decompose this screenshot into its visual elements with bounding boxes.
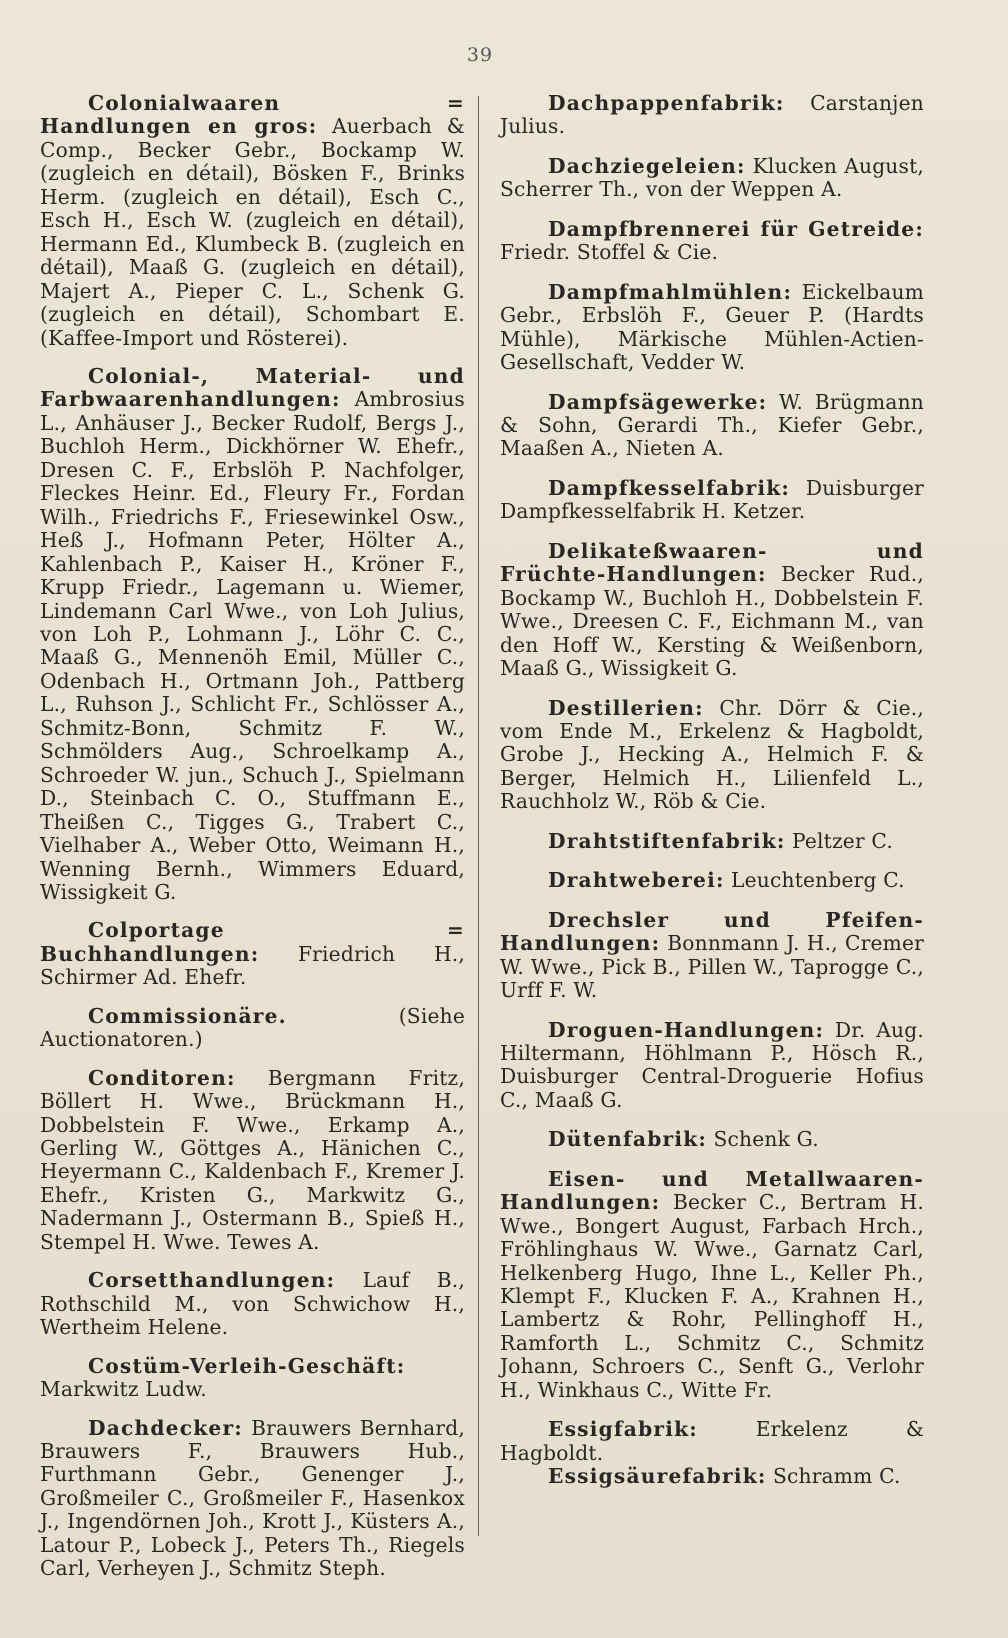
entry-heading: Dampfmahlmühlen: bbox=[548, 279, 793, 304]
entry-text: Bergmann Fritz, Böllert H. Wwe., Brückmann H., Dobbelstein F. Wwe., Erkamp A., Gerling W., Göttges A., Hänichen C., Heyermann C., Kaldenbach F., Kremer J. Ehefr., Kristen G., Markwitz G., Nadermann J., Ostermann B., Spieß H., Stempel H. Wwe. Tewes A. bbox=[40, 1065, 465, 1254]
directory-entry bbox=[40, 92, 465, 350]
directory-entry bbox=[500, 1418, 924, 1465]
column-divider bbox=[478, 96, 479, 1536]
entry-heading: Drahtweberei: bbox=[548, 868, 725, 893]
entry-text: Friedrich H., Schirmer Ad. Ehefr. bbox=[40, 941, 465, 990]
entry-heading: Eisen- und Metallwaaren-Handlungen: bbox=[500, 1166, 924, 1215]
directory-entry bbox=[40, 1417, 465, 1581]
entry-heading: Essigsäurefabrik: bbox=[548, 1464, 767, 1489]
entry-text: Klucken August, Scherrer Th., von der Weppen A. bbox=[500, 153, 925, 202]
directory-entry bbox=[40, 365, 465, 904]
entry-heading: Dachpappenfabrik: bbox=[548, 91, 785, 115]
directory-entry bbox=[500, 477, 924, 524]
directory-entry bbox=[40, 1355, 465, 1402]
entry-text: Becker C., Bertram H. Wwe., Bongert August, Farbach Hrch., Fröhlinghaus W. Wwe., Garnatz Carl, Helkenberg Hugo, Ihne L., Keller Ph., Klempt F., Klucken F. A., Krahnen H., Lambertz & Rohr, Pellinghoff H., Ramforth L., Schmitz C., Schmitz Johann, Schroers C., Senft G., Verlohr H., Winkhaus C., Witte Fr. bbox=[500, 1190, 924, 1402]
directory-entry bbox=[500, 1128, 924, 1151]
entry-text: Chr. Dörr & Cie., vom Ende M., Erkelenz & Hagboldt, Grobe J., Hecking A., Helmich F. & Berger, Helmich H., Lilienfeld L., Rauchholz W., Röb & Cie. bbox=[500, 695, 924, 814]
directory-entry bbox=[40, 919, 465, 989]
entry-heading: Essigfabrik: bbox=[548, 1417, 698, 1442]
entry-text: Carstanjen Julius. bbox=[500, 91, 924, 139]
directory-entry bbox=[500, 1019, 924, 1113]
entry-heading: Dütenfabrik: bbox=[548, 1127, 708, 1152]
directory-entry bbox=[40, 1269, 465, 1339]
entry-heading: Dampfkesselfabrik: bbox=[548, 475, 791, 500]
entry-heading: Colonialwaaren = Handlungen en gros: bbox=[40, 91, 465, 139]
entry-text: Dr. Aug. Hiltermann, Höhlmann P., Hösch R., Duisburger Central-Droguerie Hofius C., Maaß G. bbox=[500, 1017, 924, 1112]
entry-text: Auerbach & Comp., Becker Gebr., Bockamp W. (zugleich en détail), Bösken F., Brinks Herm. (zugleich en détail), Esch C., Esch H., Esch W. (zugleich en détail), Hermann Ed., Klumbeck B. (zugleich en détail), Maaß G. (zugleich en détail), Majert A., Pieper C. L., Schenk G. (zugleich en détail), Schombart E. (Kaffee-Import und Rösterei). bbox=[40, 114, 465, 350]
entry-text: Schenk G. bbox=[713, 1127, 819, 1152]
entry-text: Markwitz Ludw. bbox=[40, 1377, 207, 1402]
entry-text: Ambrosius L., Anhäuser J., Becker Rudolf, Bergs J., Buchloh Herm., Dickhörner W. Ehefr., Dresen C. F., Erbslöh P. Nachfolger, Fleckes Heinr. Ed., Fleury Fr., Fordan Wilh., Friedrichs F., Friesewinkel Osw., Heß J., Hofmann Peter, Hölter A., Kahlenbach P., Kaiser H., Kröner F., Krupp Friedr., Lagemann u. Wiemer, Lindemann Carl Wwe., von Loh Julius, von Loh P., Lohmann J., Löhr C. C., Maaß G., Mennenöh Emil, Müller C., Odenbach H., Ortmann Joh., Pattberg L., Ruhson J., Schlicht Fr., Schlösser A., Schmitz-Bonn, Schmitz F. W., Schmölders Aug., Schroelkamp A., Schroeder W. jun., Schuch J., Spielmann D., Steinbach C. O., Stuffmann E., Theißen C., Tigges G., Trabert C., Vielhaber A., Weber Otto, Weimann H., Wenning Bernh., Wimmers Eduard, Wissigkeit G. bbox=[40, 387, 465, 904]
entry-heading: Conditoren: bbox=[88, 1065, 236, 1090]
entry-heading: Drechsler und Pfeifen-Handlungen: bbox=[500, 907, 924, 956]
entry-text: Brauwers Bernhard, Brauwers F., Brauwers Hub., Furthmann Gebr., Genenger J., Großmeiler C., Großmeiler F., Hasenkox J., Ingendörnen Joh., Krott J., Küsters A., Latour P., Lobeck J., Peters Th., Riegels Carl, Verheyen J., Schmitz Steph. bbox=[40, 1415, 465, 1581]
left-column bbox=[40, 92, 465, 1596]
entry-text: Leuchtenberg C. bbox=[731, 868, 905, 893]
entry-text: Peltzer C. bbox=[791, 828, 893, 853]
entry-heading: Destillerien: bbox=[548, 695, 704, 720]
entry-text: Eickelbaum Gebr., Erbslöh F., Geuer P. (Hardts Mühle), Märkische Mühlen-Actien-Gesellschaft, Vedder W. bbox=[500, 279, 924, 375]
entry-text: Bonnmann J. H., Cremer W. Wwe., Pick B., Pillen W., Taprogge C., Urff F. W. bbox=[500, 931, 924, 1003]
entry-heading: Dachziegeleien: bbox=[548, 153, 746, 178]
directory-entry bbox=[500, 391, 924, 461]
entry-heading: Droguen-Handlungen: bbox=[548, 1017, 825, 1042]
entry-heading: Drahtstiftenfabrik: bbox=[548, 828, 786, 853]
directory-entry bbox=[40, 1005, 465, 1052]
entry-text: Schramm C. bbox=[772, 1464, 901, 1489]
entry-heading: Colonial-, Material- und Farbwaarenhandlungen: bbox=[40, 363, 465, 412]
entry-text: Lauf B., Rothschild M., von Schwichow H., Wertheim Helene. bbox=[40, 1268, 465, 1340]
page-number: 39 bbox=[466, 44, 494, 66]
entry-text: Friedr. Stoffel & Cie. bbox=[500, 240, 719, 265]
entry-heading: Dampfsägewerke: bbox=[548, 389, 768, 414]
entry-heading: Costüm-Verleih-Geschäft: bbox=[88, 1353, 406, 1378]
directory-entry bbox=[500, 869, 924, 892]
entry-text: Duisburger Dampfkesselfabrik H. Ketzer. bbox=[500, 475, 924, 524]
directory-entry bbox=[500, 830, 924, 853]
directory-entry bbox=[40, 1067, 465, 1255]
entry-heading: Dampfbrennerei für Getreide: bbox=[548, 216, 924, 241]
right-column bbox=[500, 92, 924, 1504]
directory-entry bbox=[500, 909, 924, 1003]
entry-heading: Commissionäre. bbox=[88, 1003, 287, 1028]
entry-heading: Colportage = Buchhandlungen: bbox=[40, 918, 465, 966]
entry-heading: Corsetthandlungen: bbox=[88, 1268, 336, 1293]
entry-text: (Siehe Auctionatoren.) bbox=[40, 1003, 465, 1052]
directory-entry bbox=[500, 155, 924, 202]
directory-entry bbox=[500, 281, 924, 375]
entry-text: Erkelenz & Hagboldt. bbox=[500, 1417, 925, 1465]
entry-text: W. Brügmann & Sohn, Gerardi Th., Kiefer Gebr., Maaßen A., Nieten A. bbox=[500, 389, 924, 461]
entry-heading: Dachdecker: bbox=[88, 1415, 243, 1440]
directory-entry bbox=[500, 1168, 924, 1403]
directory-entry bbox=[500, 1465, 924, 1488]
entry-text: Becker Rud., Bockamp W., Buchloh H., Dobbelstein F. Wwe., Dreesen C. F., Eichmann M., van den Hoff W., Kersting & Weißenborn, Maaß G., Wissigkeit G. bbox=[500, 562, 924, 681]
directory-entry bbox=[500, 540, 924, 681]
directory-entry bbox=[500, 218, 924, 265]
directory-entry bbox=[500, 697, 924, 814]
directory-entry bbox=[500, 92, 924, 139]
entry-heading: Delikateßwaaren- und Früchte-Handlungen: bbox=[500, 538, 924, 587]
